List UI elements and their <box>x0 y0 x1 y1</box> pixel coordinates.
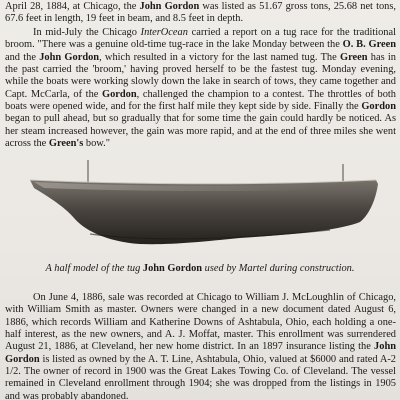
text-span: , challenged the champion to a contest. The throttles of both boats were opened wide, and for the first half mile they kept side by side. Finally the <box>5 88 396 113</box>
text-span: April 28, 1884, at Chicago, the <box>5 1 140 12</box>
vessel-name: O. B. Green <box>342 39 396 51</box>
newspaper-name: InterOcean <box>140 27 188 38</box>
vessel-name: John Gordon <box>5 341 396 365</box>
text-span: bow." <box>83 138 110 150</box>
vessel-name: John Gordon <box>142 263 203 274</box>
vessel-name: Gordon <box>361 101 396 113</box>
vessel-name: Green's <box>48 138 84 150</box>
vessel-name: Green <box>340 51 368 63</box>
text-span: carried a report on a tug race for the traditional broom. "There was a genuine old-time tug-race in the lake Monday between the <box>5 27 396 51</box>
text-span: , which resulted in a victory for the last named tug. The <box>99 51 340 63</box>
text-span: In mid-July the Chicago <box>33 27 141 38</box>
text-span: and the <box>5 51 40 63</box>
paragraph-ownership <box>5 292 396 400</box>
caption-text: used by Martel during construction. <box>202 263 355 274</box>
half-model-photo <box>30 158 380 253</box>
vessel-name: John Gordon <box>139 1 200 12</box>
text-span: is listed as owned by the A. T. Line, Ashtabula, Ohio, valued at $6000 and rated A-2 1/2. The owner of record in 1900 was the Great Lakes Towing Co. of Cleveland. The vessel remained in Cleveland enrollment through 1904; she was dropped from the listings in 1905 and was probably abandoned. <box>5 353 396 400</box>
text-span: began to pull ahead, but so gradually that for some time the gain could hardly be noticed. As her steam increased however, the gain was more rapid, and at the end of three miles she went across the <box>5 113 396 150</box>
hull-illustration <box>30 158 380 253</box>
vessel-name: John Gordon <box>39 51 100 63</box>
paragraph-tonnage <box>5 1 396 26</box>
text-span: has in the past carried the 'broom,' having proved herself to be the fastest tug. Monday evening, while the boats were working slowly down the lake in search of tows, they came together and Capt. McCarla, of the <box>5 51 396 100</box>
text-span: On June 4, 1886, sale was recorded at Chicago to William J. McLoughlin of Chicago, with William Smith as master. Owners were changed in a new document dated August 6, 1886, which records William and Katherine Downs of Ashtabula, Ohio, each holding a one-half interest, as the new owners, and A. J. Moffat, master. This enrollment was surrendered August 21, 1886, at Cleveland, her new home district. In an 1897 insurance listing the <box>5 292 396 353</box>
figure-caption <box>0 263 400 274</box>
caption-text: A half model of the tug <box>45 263 143 274</box>
paragraph-tug-race <box>5 27 396 150</box>
vessel-name: Gordon <box>102 88 137 100</box>
text-span: was listed as 51.67 gross tons, 25.68 net tons, 67.6 feet in length, 19 feet in beam, and 8.5 feet in depth. <box>5 1 396 25</box>
